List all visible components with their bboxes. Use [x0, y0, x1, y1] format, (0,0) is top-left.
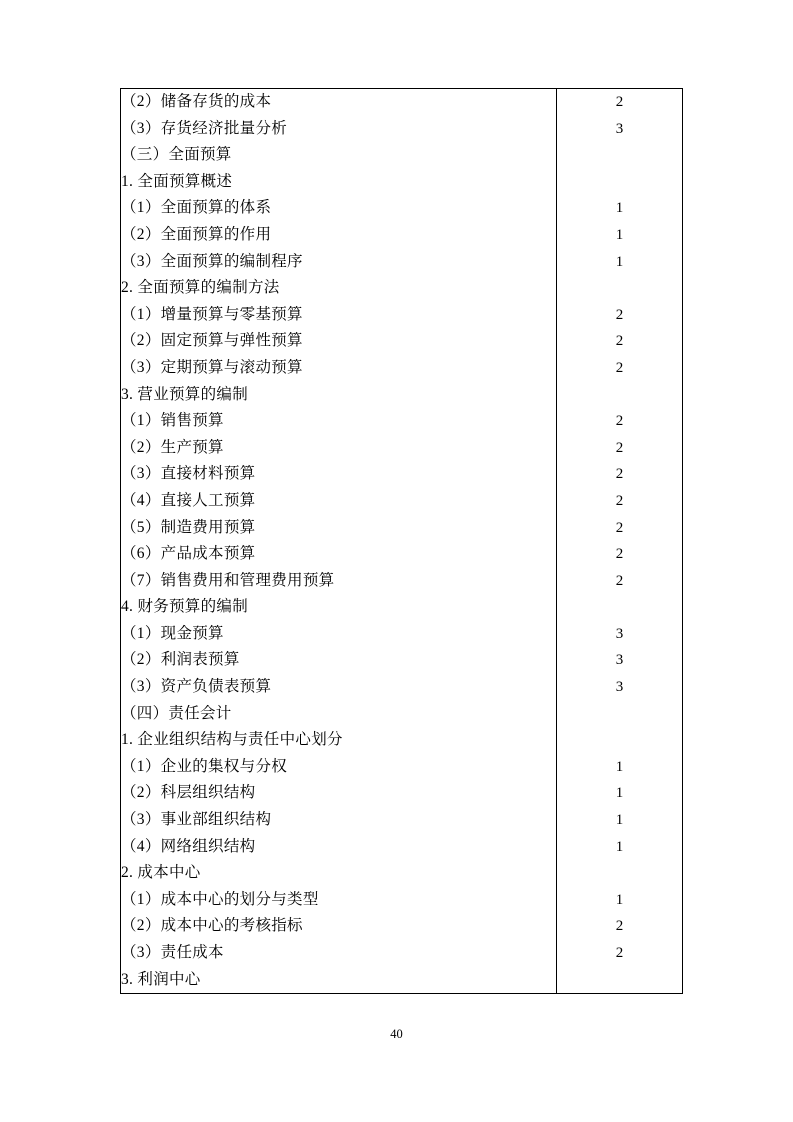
- table-cell-item: （四）责任会计: [121, 701, 557, 728]
- table-cell-level: [557, 701, 683, 728]
- table-cell-level: 2: [557, 541, 683, 568]
- table-row: [121, 222, 683, 249]
- table-cell-level: 1: [557, 195, 683, 222]
- table-cell-item: （2）科层组织结构: [121, 780, 557, 807]
- page-number: 40: [390, 1027, 403, 1041]
- table-cell-item: （3）定期预算与滚动预算: [121, 355, 557, 382]
- table-cell-level: 2: [557, 461, 683, 488]
- table-cell-item: 1. 企业组织结构与责任中心划分: [121, 727, 557, 754]
- table-cell-item: （3）存货经济批量分析: [121, 116, 557, 143]
- table-cell-level: 2: [557, 435, 683, 462]
- table-cell-item: （2）成本中心的考核指标: [121, 913, 557, 940]
- table-cell-level: 1: [557, 834, 683, 861]
- table-cell-item: （1）增量预算与零基预算: [121, 302, 557, 329]
- table-row: [121, 541, 683, 568]
- table-row: [121, 913, 683, 940]
- table-row: [121, 89, 683, 116]
- table-cell-item: 3. 营业预算的编制: [121, 382, 557, 409]
- table-row: [121, 169, 683, 196]
- table-row: [121, 780, 683, 807]
- table-cell-item: （3）资产负债表预算: [121, 674, 557, 701]
- table-cell-item: （4）网络组织结构: [121, 834, 557, 861]
- table-cell-item: （2）生产预算: [121, 435, 557, 462]
- table-cell-level: 2: [557, 89, 683, 116]
- table-cell-level: 1: [557, 249, 683, 276]
- table-cell-item: （2）全面预算的作用: [121, 222, 557, 249]
- table-cell-item: （1）现金预算: [121, 621, 557, 648]
- table-row: [121, 701, 683, 728]
- table-row: [121, 408, 683, 435]
- table-row: [121, 594, 683, 621]
- table-cell-level: [557, 594, 683, 621]
- table-row: [121, 647, 683, 674]
- table-row: [121, 834, 683, 861]
- table-body: [121, 89, 683, 994]
- table-cell-level: 1: [557, 780, 683, 807]
- table-cell-level: 2: [557, 488, 683, 515]
- table-cell-level: 3: [557, 116, 683, 143]
- table-row: [121, 568, 683, 595]
- table-row: [121, 302, 683, 329]
- table-cell-level: 1: [557, 887, 683, 914]
- table-row: [121, 727, 683, 754]
- table-cell-item: 3. 利润中心: [121, 967, 557, 994]
- table-cell-item: （1）企业的集权与分权: [121, 754, 557, 781]
- table-cell-item: （7）销售费用和管理费用预算: [121, 568, 557, 595]
- table-row: [121, 328, 683, 355]
- table-cell-level: 1: [557, 754, 683, 781]
- table-cell-level: [557, 142, 683, 169]
- table-cell-level: 3: [557, 674, 683, 701]
- table-cell-level: 2: [557, 913, 683, 940]
- table-row: [121, 116, 683, 143]
- table-row: [121, 515, 683, 542]
- table-row: [121, 249, 683, 276]
- table-cell-level: 2: [557, 940, 683, 967]
- table-cell-level: 2: [557, 328, 683, 355]
- table-row: [121, 195, 683, 222]
- table-row: [121, 382, 683, 409]
- table-cell-level: [557, 169, 683, 196]
- table-cell-level: 1: [557, 222, 683, 249]
- table-row: [121, 754, 683, 781]
- table-cell-level: 1: [557, 807, 683, 834]
- table-row: [121, 488, 683, 515]
- table-row: [121, 435, 683, 462]
- table-cell-level: 2: [557, 568, 683, 595]
- table-cell-level: 3: [557, 647, 683, 674]
- table-cell-item: （5）制造费用预算: [121, 515, 557, 542]
- table-cell-level: [557, 382, 683, 409]
- table-cell-item: 2. 成本中心: [121, 860, 557, 887]
- table-row: [121, 142, 683, 169]
- table-row: [121, 887, 683, 914]
- table-cell-item: （6）产品成本预算: [121, 541, 557, 568]
- table-cell-level: [557, 275, 683, 302]
- table-cell-item: 2. 全面预算的编制方法: [121, 275, 557, 302]
- table-cell-item: 1. 全面预算概述: [121, 169, 557, 196]
- table-cell-item: （1）销售预算: [121, 408, 557, 435]
- syllabus-table: [120, 88, 683, 994]
- table-row: [121, 940, 683, 967]
- table-cell-item: 4. 财务预算的编制: [121, 594, 557, 621]
- table-cell-item: （3）责任成本: [121, 940, 557, 967]
- table-row: [121, 461, 683, 488]
- table-cell-item: （3）直接材料预算: [121, 461, 557, 488]
- table-cell-item: （三）全面预算: [121, 142, 557, 169]
- table-cell-level: 2: [557, 302, 683, 329]
- table-row: [121, 967, 683, 994]
- table-cell-level: 2: [557, 515, 683, 542]
- table-cell-level: [557, 967, 683, 994]
- table-cell-level: [557, 860, 683, 887]
- table-cell-item: （3）全面预算的编制程序: [121, 249, 557, 276]
- table-cell-item: （1）全面预算的体系: [121, 195, 557, 222]
- table-row: [121, 275, 683, 302]
- table-cell-item: （1）成本中心的划分与类型: [121, 887, 557, 914]
- table-cell-item: （2）利润表预算: [121, 647, 557, 674]
- table-cell-level: [557, 727, 683, 754]
- table-cell-item: （4）直接人工预算: [121, 488, 557, 515]
- table-cell-level: 3: [557, 621, 683, 648]
- table-row: [121, 674, 683, 701]
- table-row: [121, 355, 683, 382]
- table-cell-level: 2: [557, 355, 683, 382]
- table-cell-item: （2）储备存货的成本: [121, 89, 557, 116]
- table-row: [121, 860, 683, 887]
- table-row: [121, 807, 683, 834]
- table-cell-level: 2: [557, 408, 683, 435]
- table-row: [121, 621, 683, 648]
- table-cell-item: （2）固定预算与弹性预算: [121, 328, 557, 355]
- table-cell-item: （3）事业部组织结构: [121, 807, 557, 834]
